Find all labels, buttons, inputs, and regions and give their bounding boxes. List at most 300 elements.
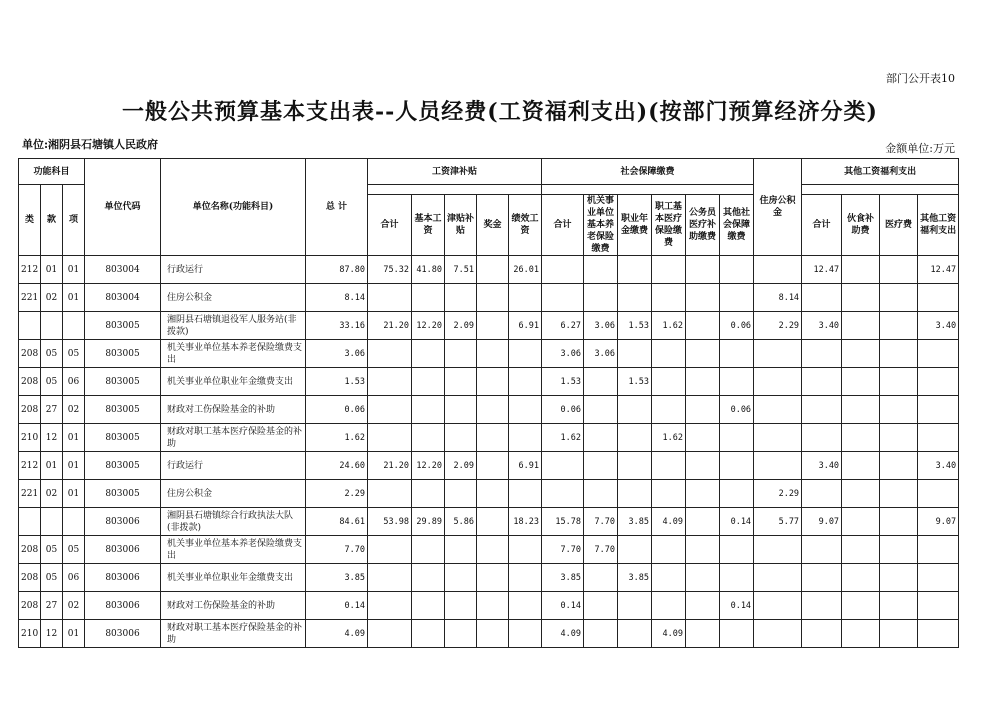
kuan-cell: 01 bbox=[41, 452, 63, 480]
wage-sum-cell bbox=[368, 396, 412, 424]
allowance-cell bbox=[445, 536, 477, 564]
annuity-cell bbox=[618, 340, 652, 368]
pension-cell bbox=[584, 564, 618, 592]
total-cell: 87.80 bbox=[306, 256, 368, 284]
other-sum-cell bbox=[802, 536, 842, 564]
medical-fee-cell bbox=[880, 368, 918, 396]
perf-wage-cell bbox=[509, 340, 542, 368]
lei-cell: 208 bbox=[19, 396, 41, 424]
lei-cell: 210 bbox=[19, 424, 41, 452]
perf-wage-cell bbox=[509, 592, 542, 620]
meal-cell bbox=[842, 424, 880, 452]
bonus-cell bbox=[477, 452, 509, 480]
annuity-cell bbox=[618, 536, 652, 564]
table-row bbox=[19, 424, 959, 452]
other-wage-cell: 9.07 bbox=[918, 508, 959, 536]
wage-sum-cell bbox=[368, 480, 412, 508]
kuan-cell: 01 bbox=[41, 256, 63, 284]
wage-sum-cell: 21.20 bbox=[368, 452, 412, 480]
total-cell: 4.09 bbox=[306, 620, 368, 648]
annuity-cell: 1.53 bbox=[618, 312, 652, 340]
medical-fee-cell bbox=[880, 424, 918, 452]
medical-cell bbox=[652, 452, 686, 480]
basic-wage-cell: 12.20 bbox=[412, 452, 445, 480]
unit-code-cell: 803006 bbox=[85, 564, 161, 592]
xiang-cell: 02 bbox=[63, 592, 85, 620]
other-sum-cell bbox=[802, 480, 842, 508]
header-annuity: 职业年金缴费 bbox=[618, 195, 652, 256]
housing-cell: 8.14 bbox=[754, 284, 802, 312]
medical-fee-cell bbox=[880, 284, 918, 312]
kuan-cell: 05 bbox=[41, 340, 63, 368]
other-wage-cell: 3.40 bbox=[918, 312, 959, 340]
form-number: 部门公开表10 bbox=[886, 72, 955, 85]
other-social-cell bbox=[720, 340, 754, 368]
header-other-group: 其他工资福利支出 bbox=[802, 159, 959, 185]
total-cell: 84.61 bbox=[306, 508, 368, 536]
other-sum-cell bbox=[802, 592, 842, 620]
unit-name-cell: 财政对工伤保险基金的补助 bbox=[161, 396, 306, 424]
lei-cell bbox=[19, 312, 41, 340]
meal-cell bbox=[842, 480, 880, 508]
header-perf-wage: 绩效工资 bbox=[509, 195, 542, 256]
header-wage-sum: 合计 bbox=[368, 195, 412, 256]
civil-medical-cell bbox=[686, 620, 720, 648]
other-social-cell: 0.14 bbox=[720, 508, 754, 536]
header-total: 总 计 bbox=[306, 159, 368, 256]
annuity-cell: 3.85 bbox=[618, 564, 652, 592]
allowance-cell bbox=[445, 284, 477, 312]
pension-cell bbox=[584, 480, 618, 508]
perf-wage-cell bbox=[509, 620, 542, 648]
xiang-cell: 05 bbox=[63, 340, 85, 368]
header-meal: 伙食补助费 bbox=[842, 195, 880, 256]
medical-cell bbox=[652, 256, 686, 284]
other-wage-cell bbox=[918, 424, 959, 452]
xiang-cell: 02 bbox=[63, 396, 85, 424]
perf-wage-cell bbox=[509, 536, 542, 564]
annuity-cell bbox=[618, 284, 652, 312]
civil-medical-cell bbox=[686, 312, 720, 340]
lei-cell: 208 bbox=[19, 592, 41, 620]
perf-wage-cell: 26.01 bbox=[509, 256, 542, 284]
unit-code-cell: 803006 bbox=[85, 592, 161, 620]
allowance-cell: 7.51 bbox=[445, 256, 477, 284]
allowance-cell bbox=[445, 424, 477, 452]
bonus-cell bbox=[477, 564, 509, 592]
header-xiang: 项 bbox=[63, 185, 85, 256]
unit-code-cell: 803006 bbox=[85, 620, 161, 648]
other-sum-cell: 12.47 bbox=[802, 256, 842, 284]
other-wage-cell bbox=[918, 620, 959, 648]
housing-cell bbox=[754, 536, 802, 564]
housing-cell bbox=[754, 340, 802, 368]
meal-cell bbox=[842, 284, 880, 312]
medical-cell bbox=[652, 396, 686, 424]
bonus-cell bbox=[477, 284, 509, 312]
table-row bbox=[19, 536, 959, 564]
unit-code-cell: 803005 bbox=[85, 368, 161, 396]
housing-cell bbox=[754, 368, 802, 396]
annuity-cell bbox=[618, 424, 652, 452]
perf-wage-cell bbox=[509, 284, 542, 312]
housing-cell bbox=[754, 396, 802, 424]
expense-table bbox=[18, 158, 959, 648]
other-sum-cell bbox=[802, 340, 842, 368]
other-wage-cell bbox=[918, 284, 959, 312]
table-row bbox=[19, 480, 959, 508]
annuity-cell bbox=[618, 452, 652, 480]
social-sum-cell: 1.62 bbox=[542, 424, 584, 452]
bonus-cell bbox=[477, 396, 509, 424]
unit-code-cell: 803005 bbox=[85, 480, 161, 508]
total-cell: 1.53 bbox=[306, 368, 368, 396]
pension-cell: 3.06 bbox=[584, 340, 618, 368]
medical-cell bbox=[652, 284, 686, 312]
lei-cell: 208 bbox=[19, 340, 41, 368]
lei-cell: 210 bbox=[19, 620, 41, 648]
medical-fee-cell bbox=[880, 620, 918, 648]
xiang-cell: 01 bbox=[63, 452, 85, 480]
civil-medical-cell bbox=[686, 340, 720, 368]
header-unit-code: 单位代码 bbox=[85, 159, 161, 256]
wage-sum-cell bbox=[368, 620, 412, 648]
pension-cell bbox=[584, 424, 618, 452]
bonus-cell bbox=[477, 480, 509, 508]
medical-cell bbox=[652, 340, 686, 368]
basic-wage-cell bbox=[412, 620, 445, 648]
unit-code-cell: 803004 bbox=[85, 284, 161, 312]
meal-cell bbox=[842, 368, 880, 396]
housing-cell bbox=[754, 620, 802, 648]
xiang-cell: 05 bbox=[63, 536, 85, 564]
medical-fee-cell bbox=[880, 452, 918, 480]
basic-wage-cell bbox=[412, 396, 445, 424]
other-wage-cell bbox=[918, 480, 959, 508]
other-social-cell bbox=[720, 452, 754, 480]
header-unit-name: 单位名称(功能科目) bbox=[161, 159, 306, 256]
xiang-cell bbox=[63, 312, 85, 340]
allowance-cell: 5.86 bbox=[445, 508, 477, 536]
xiang-cell: 06 bbox=[63, 368, 85, 396]
unit-name-cell: 机关事业单位职业年金缴费支出 bbox=[161, 564, 306, 592]
housing-cell: 2.29 bbox=[754, 480, 802, 508]
table-row bbox=[19, 284, 959, 312]
unit-name-cell: 机关事业单位基本养老保险缴费支出 bbox=[161, 340, 306, 368]
allowance-cell: 2.09 bbox=[445, 452, 477, 480]
xiang-cell: 01 bbox=[63, 620, 85, 648]
meal-cell bbox=[842, 508, 880, 536]
meal-cell bbox=[842, 312, 880, 340]
table-row bbox=[19, 368, 959, 396]
meal-cell bbox=[842, 564, 880, 592]
header-kuan: 款 bbox=[41, 185, 63, 256]
other-wage-cell bbox=[918, 592, 959, 620]
social-sum-cell: 0.06 bbox=[542, 396, 584, 424]
other-social-cell bbox=[720, 256, 754, 284]
civil-medical-cell bbox=[686, 256, 720, 284]
header-pension: 机关事业单位基本养老保险缴费 bbox=[584, 195, 618, 256]
bonus-cell bbox=[477, 592, 509, 620]
wage-sum-cell: 75.32 bbox=[368, 256, 412, 284]
other-social-cell bbox=[720, 480, 754, 508]
kuan-cell: 12 bbox=[41, 620, 63, 648]
housing-cell bbox=[754, 564, 802, 592]
meal-cell bbox=[842, 396, 880, 424]
unit-name-cell: 住房公积金 bbox=[161, 284, 306, 312]
perf-wage-cell bbox=[509, 480, 542, 508]
wage-sum-cell: 21.20 bbox=[368, 312, 412, 340]
other-social-cell bbox=[720, 564, 754, 592]
unit-name-cell: 机关事业单位职业年金缴费支出 bbox=[161, 368, 306, 396]
total-cell: 0.14 bbox=[306, 592, 368, 620]
bonus-cell bbox=[477, 256, 509, 284]
lei-cell: 221 bbox=[19, 480, 41, 508]
unit-code-cell: 803004 bbox=[85, 256, 161, 284]
basic-wage-cell bbox=[412, 424, 445, 452]
other-sum-cell bbox=[802, 396, 842, 424]
housing-cell bbox=[754, 452, 802, 480]
allowance-cell bbox=[445, 564, 477, 592]
civil-medical-cell bbox=[686, 508, 720, 536]
basic-wage-cell bbox=[412, 340, 445, 368]
wage-sum-cell bbox=[368, 536, 412, 564]
unit-name-cell: 财政对职工基本医疗保险基金的补助 bbox=[161, 424, 306, 452]
meal-cell bbox=[842, 340, 880, 368]
medical-fee-cell bbox=[880, 340, 918, 368]
table-row bbox=[19, 312, 959, 340]
social-sum-cell: 3.85 bbox=[542, 564, 584, 592]
allowance-cell bbox=[445, 340, 477, 368]
kuan-cell bbox=[41, 312, 63, 340]
other-wage-cell: 12.47 bbox=[918, 256, 959, 284]
bonus-cell bbox=[477, 536, 509, 564]
xiang-cell: 01 bbox=[63, 480, 85, 508]
total-cell: 33.16 bbox=[306, 312, 368, 340]
total-cell: 2.29 bbox=[306, 480, 368, 508]
medical-cell: 4.09 bbox=[652, 508, 686, 536]
meal-cell bbox=[842, 452, 880, 480]
header-medical-fee: 医疗费 bbox=[880, 195, 918, 256]
table-row bbox=[19, 340, 959, 368]
medical-cell bbox=[652, 564, 686, 592]
xiang-cell: 06 bbox=[63, 564, 85, 592]
wage-sum-cell bbox=[368, 368, 412, 396]
perf-wage-cell bbox=[509, 564, 542, 592]
perf-wage-cell: 18.23 bbox=[509, 508, 542, 536]
other-sum-cell bbox=[802, 368, 842, 396]
kuan-cell: 27 bbox=[41, 592, 63, 620]
unit-name-cell: 财政对职工基本医疗保险基金的补助 bbox=[161, 620, 306, 648]
header-wage-group: 工资津补贴 bbox=[368, 159, 542, 185]
medical-fee-cell bbox=[880, 508, 918, 536]
housing-cell bbox=[754, 592, 802, 620]
table-row bbox=[19, 564, 959, 592]
wage-sum-cell bbox=[368, 284, 412, 312]
table-row bbox=[19, 452, 959, 480]
medical-fee-cell bbox=[880, 592, 918, 620]
table-body bbox=[19, 256, 959, 648]
other-wage-cell bbox=[918, 536, 959, 564]
total-cell: 7.70 bbox=[306, 536, 368, 564]
kuan-cell: 27 bbox=[41, 396, 63, 424]
other-sum-cell: 3.40 bbox=[802, 452, 842, 480]
unit-name-cell: 行政运行 bbox=[161, 256, 306, 284]
civil-medical-cell bbox=[686, 452, 720, 480]
kuan-cell: 02 bbox=[41, 480, 63, 508]
bonus-cell bbox=[477, 620, 509, 648]
header-lei: 类 bbox=[19, 185, 41, 256]
header-func-subject: 功能科目 bbox=[19, 159, 85, 185]
lei-cell: 208 bbox=[19, 564, 41, 592]
social-sum-cell: 15.78 bbox=[542, 508, 584, 536]
unit-name-cell: 湘阴县石塘镇退役军人服务站(非拨款) bbox=[161, 312, 306, 340]
meal-cell bbox=[842, 620, 880, 648]
basic-wage-cell bbox=[412, 284, 445, 312]
pension-cell bbox=[584, 396, 618, 424]
xiang-cell: 01 bbox=[63, 256, 85, 284]
other-sum-cell bbox=[802, 564, 842, 592]
xiang-cell: 01 bbox=[63, 284, 85, 312]
meal-cell bbox=[842, 592, 880, 620]
civil-medical-cell bbox=[686, 368, 720, 396]
wage-sum-cell bbox=[368, 564, 412, 592]
civil-medical-cell bbox=[686, 396, 720, 424]
other-sum-cell: 3.40 bbox=[802, 312, 842, 340]
unit-code-cell: 803005 bbox=[85, 424, 161, 452]
unit-name-cell: 湘阴县石塘镇综合行政执法大队(非拨款) bbox=[161, 508, 306, 536]
unit-name-cell: 财政对工伤保险基金的补助 bbox=[161, 592, 306, 620]
lei-cell: 221 bbox=[19, 284, 41, 312]
social-sum-cell: 4.09 bbox=[542, 620, 584, 648]
header-basic-wage: 基本工资 bbox=[412, 195, 445, 256]
unit-name-cell: 住房公积金 bbox=[161, 480, 306, 508]
kuan-cell: 05 bbox=[41, 536, 63, 564]
basic-wage-cell: 12.20 bbox=[412, 312, 445, 340]
medical-fee-cell bbox=[880, 536, 918, 564]
unit-code-cell: 803006 bbox=[85, 536, 161, 564]
unit-name-cell: 行政运行 bbox=[161, 452, 306, 480]
medical-cell: 4.09 bbox=[652, 620, 686, 648]
pension-cell bbox=[584, 256, 618, 284]
bonus-cell bbox=[477, 340, 509, 368]
pension-cell: 7.70 bbox=[584, 536, 618, 564]
annuity-cell bbox=[618, 396, 652, 424]
pension-cell bbox=[584, 592, 618, 620]
other-social-cell bbox=[720, 620, 754, 648]
allowance-cell bbox=[445, 368, 477, 396]
social-sum-cell: 0.14 bbox=[542, 592, 584, 620]
header-allowance: 津贴补贴 bbox=[445, 195, 477, 256]
basic-wage-cell: 41.80 bbox=[412, 256, 445, 284]
perf-wage-cell bbox=[509, 396, 542, 424]
basic-wage-cell bbox=[412, 368, 445, 396]
social-sum-cell bbox=[542, 480, 584, 508]
medical-cell bbox=[652, 592, 686, 620]
other-wage-cell: 3.40 bbox=[918, 452, 959, 480]
kuan-cell bbox=[41, 508, 63, 536]
lei-cell: 212 bbox=[19, 452, 41, 480]
wage-sum-cell bbox=[368, 592, 412, 620]
pension-cell bbox=[584, 368, 618, 396]
social-sum-cell bbox=[542, 284, 584, 312]
basic-wage-cell bbox=[412, 480, 445, 508]
meal-cell bbox=[842, 536, 880, 564]
lei-cell bbox=[19, 508, 41, 536]
perf-wage-cell bbox=[509, 368, 542, 396]
medical-cell bbox=[652, 368, 686, 396]
allowance-cell bbox=[445, 592, 477, 620]
perf-wage-cell bbox=[509, 424, 542, 452]
table-row bbox=[19, 592, 959, 620]
social-sum-cell bbox=[542, 256, 584, 284]
amount-unit-label: 金额单位:万元 bbox=[885, 142, 955, 155]
perf-wage-cell: 6.91 bbox=[509, 312, 542, 340]
allowance-cell bbox=[445, 480, 477, 508]
pension-cell bbox=[584, 284, 618, 312]
unit-code-cell: 803005 bbox=[85, 340, 161, 368]
other-sum-cell bbox=[802, 424, 842, 452]
bonus-cell bbox=[477, 368, 509, 396]
kuan-cell: 12 bbox=[41, 424, 63, 452]
table-row bbox=[19, 620, 959, 648]
social-sum-cell: 6.27 bbox=[542, 312, 584, 340]
header-housing: 住房公积金 bbox=[754, 159, 802, 256]
header-social-group: 社会保障缴费 bbox=[542, 159, 754, 185]
social-sum-cell: 1.53 bbox=[542, 368, 584, 396]
civil-medical-cell bbox=[686, 480, 720, 508]
other-wage-cell bbox=[918, 564, 959, 592]
basic-wage-cell: 29.89 bbox=[412, 508, 445, 536]
unit-code-cell: 803006 bbox=[85, 508, 161, 536]
total-cell: 24.60 bbox=[306, 452, 368, 480]
wage-sum-cell: 53.98 bbox=[368, 508, 412, 536]
other-wage-cell bbox=[918, 340, 959, 368]
total-cell: 8.14 bbox=[306, 284, 368, 312]
total-cell: 1.62 bbox=[306, 424, 368, 452]
medical-fee-cell bbox=[880, 396, 918, 424]
civil-medical-cell bbox=[686, 592, 720, 620]
other-sum-cell bbox=[802, 620, 842, 648]
header-medical: 职工基本医疗保险缴费 bbox=[652, 195, 686, 256]
housing-cell bbox=[754, 256, 802, 284]
lei-cell: 208 bbox=[19, 368, 41, 396]
basic-wage-cell bbox=[412, 592, 445, 620]
total-cell: 0.06 bbox=[306, 396, 368, 424]
xiang-cell bbox=[63, 508, 85, 536]
medical-fee-cell bbox=[880, 480, 918, 508]
other-sum-cell: 9.07 bbox=[802, 508, 842, 536]
header-bonus: 奖金 bbox=[477, 195, 509, 256]
medical-fee-cell bbox=[880, 312, 918, 340]
annuity-cell: 1.53 bbox=[618, 368, 652, 396]
other-social-cell: 0.06 bbox=[720, 396, 754, 424]
annuity-cell bbox=[618, 620, 652, 648]
basic-wage-cell bbox=[412, 536, 445, 564]
header-other-wage: 其他工资福利支出 bbox=[918, 195, 959, 256]
unit-label: 单位:湘阴县石塘镇人民政府 bbox=[22, 138, 159, 151]
other-social-cell: 0.06 bbox=[720, 312, 754, 340]
table-row bbox=[19, 256, 959, 284]
header-social-sum: 合计 bbox=[542, 195, 584, 256]
xiang-cell: 01 bbox=[63, 424, 85, 452]
other-social-cell bbox=[720, 536, 754, 564]
total-cell: 3.85 bbox=[306, 564, 368, 592]
social-sum-cell: 7.70 bbox=[542, 536, 584, 564]
table-row bbox=[19, 396, 959, 424]
kuan-cell: 05 bbox=[41, 368, 63, 396]
other-social-cell: 0.14 bbox=[720, 592, 754, 620]
